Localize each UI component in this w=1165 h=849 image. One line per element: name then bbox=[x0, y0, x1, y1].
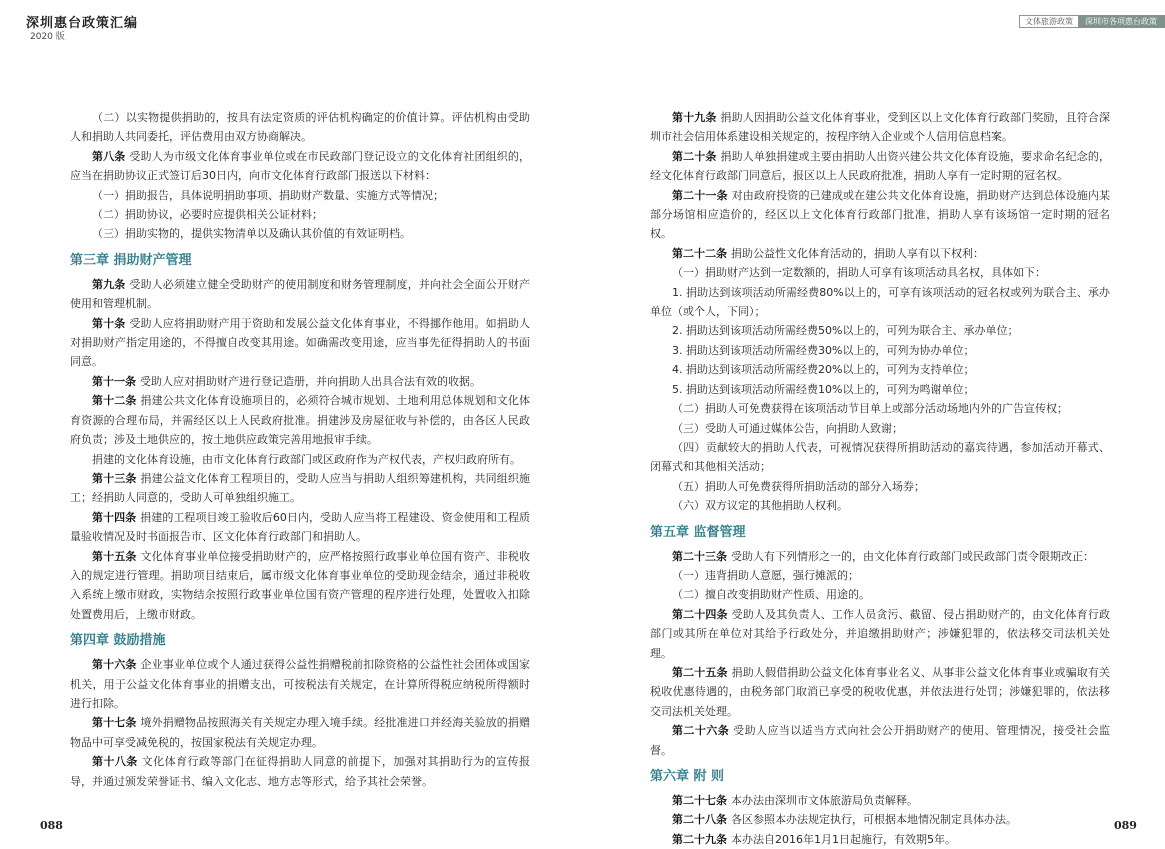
section-tab-shenzhen: 深圳市各项惠台政策 bbox=[1079, 15, 1165, 28]
paragraph bbox=[650, 547, 1110, 566]
paragraph bbox=[70, 469, 530, 508]
paragraph-text: （二）捐助协议，必要时应提供相关公证材料； bbox=[92, 208, 323, 222]
paragraph bbox=[650, 830, 1110, 849]
paragraph bbox=[650, 605, 1110, 663]
article-number: 第十条 bbox=[92, 316, 126, 330]
paragraph bbox=[70, 275, 530, 314]
article-number: 第十四条 bbox=[92, 510, 137, 524]
paragraph-text: 本办法自2016年1月1日起施行，有效期5年。 bbox=[731, 832, 956, 846]
paragraph bbox=[70, 547, 530, 625]
article-number: 第十八条 bbox=[92, 755, 138, 769]
paragraph bbox=[650, 566, 1110, 585]
article-number: 第二十二条 bbox=[672, 246, 727, 260]
paragraph-text: （一）捐助财产达到一定数额的，捐助人可享有该项活动具名权，具体如下： bbox=[672, 266, 1046, 280]
section-tabs bbox=[1019, 15, 1165, 28]
paragraph-text: 受助人及其负责人、工作人员贪污、截留、侵占捐助财产的，由文化体育行政部门或其所在单位对其给予行政处分，并追缴捐助财产；涉嫌犯罪的，依法移交司法机关处理。 bbox=[650, 607, 1111, 660]
paragraph-text: 捐助人因捐助公益文化体育事业，受到区以上文化体育行政部门奖励，且符合深圳市社会信用体系建设相关规定的，按程序纳入企业或个人信用信息档案。 bbox=[650, 111, 1111, 144]
paragraph bbox=[70, 372, 530, 391]
chapter-heading: 第五章 监督管理 bbox=[650, 524, 746, 540]
paragraph bbox=[650, 419, 1110, 438]
paragraph bbox=[70, 147, 530, 186]
paragraph-text: 境外捐赠物品按照海关有关规定办理入境手续。经批准进口并经海关验放的捐赠物品中可享受减免税的，按国家税法有关规定办理。 bbox=[70, 716, 531, 749]
article-number: 第二十五条 bbox=[672, 665, 728, 679]
paragraph bbox=[650, 810, 1110, 829]
paragraph-text: 受助人有下列情形之一的，由文化体育行政部门或民政部门责令限期改正： bbox=[731, 549, 1094, 563]
page-number-left: 088 bbox=[40, 819, 63, 832]
left-page-body bbox=[70, 108, 530, 791]
paragraph bbox=[650, 380, 1110, 399]
paragraph bbox=[70, 655, 530, 713]
paragraph bbox=[70, 713, 530, 752]
paragraph-text: 捐建公共文化体育设施项目的，必须符合城市规划、土地利用总体规划和文化体育资源的合理布局，并需经区以上人民政府批准。捐建涉及房屋征收与补偿的，由各区人民政府负责；涉及土地供应的，按土地供应政策完善用地报审手续。 bbox=[70, 394, 531, 447]
article-number: 第十二条 bbox=[92, 394, 137, 408]
paragraph-text: 4. 捐助达到该项活动所需经费20%以上的，可列为支持单位； bbox=[672, 363, 975, 377]
paragraph-text: 文化体育事业单位接受捐助财产的，应严格按照行政事业单位国有资产、非税收入的规定进行管理。捐助项目结束后，属市级文化体育事业单位的受助现金结余，通过非税收入系统上缴市财政，实物结余按照行政事业单位国有资产管理的程序进行处理，处置收入扣除处置费用后，上缴市财政。 bbox=[70, 549, 531, 621]
paragraph-text: （五）捐助人可免费获得所捐助活动的部分入场券； bbox=[672, 479, 925, 493]
article-number: 第十一条 bbox=[92, 374, 136, 388]
paragraph bbox=[650, 360, 1110, 379]
paragraph-text: 文化体育行政等部门在征得捐助人同意的前提下，加强对其捐助行为的宣传报导，并通过颁发荣誉证书、编入文化志、地方志等形式，给予其社会荣誉。 bbox=[70, 755, 531, 788]
paragraph-text: 受助人为市级文化体育事业单位或在市民政部门登记设立的文化体育社团组织的，应当在捐助协议正式签订后30日内，向市文化体育行政部门报送以下材料： bbox=[70, 149, 531, 183]
paragraph bbox=[650, 791, 1110, 810]
paragraph bbox=[650, 321, 1110, 340]
paragraph-text: 捐助人单独捐建或主要由捐助人出资兴建公共文化体育设施，要求命名纪念的，经文化体育行政部门同意后，报区以上人民政府批准，捐助人享有一定时期的冠名权。 bbox=[650, 149, 1111, 183]
paragraph-text: 捐助公益性文化体育活动的，捐助人享有以下权利： bbox=[731, 246, 984, 260]
paragraph bbox=[650, 341, 1110, 360]
article-number: 第十七条 bbox=[92, 716, 137, 730]
article-number: 第十九条 bbox=[672, 111, 717, 124]
paragraph-text: 1. 捐助达到该项活动所需经费80%以上的，可享有该项活动的冠名权或列为联合主、承办单位（或个人，下同）； bbox=[650, 285, 1110, 319]
paragraph bbox=[70, 205, 530, 224]
paragraph bbox=[650, 186, 1110, 244]
paragraph-text: 2. 捐助达到该项活动所需经费50%以上的，可列为联合主、承办单位； bbox=[672, 324, 1019, 338]
article-number: 第十五条 bbox=[92, 549, 137, 563]
section-tab-culture: 文体旅游政策 bbox=[1019, 15, 1079, 28]
paragraph-text: 本办法由深圳市文体旅游局负责解释。 bbox=[731, 794, 918, 807]
paragraph bbox=[650, 147, 1110, 186]
paragraph bbox=[650, 438, 1110, 477]
paragraph bbox=[650, 283, 1110, 322]
paragraph-text: （二）捐助人可免费获得在该项活动节目单上或部分活动场地内外的广告宣传权； bbox=[672, 402, 1068, 416]
paragraph bbox=[650, 399, 1110, 418]
article-number: 第二十九条 bbox=[672, 832, 727, 846]
paragraph-text: 捐建的文化体育设施，由市文化体育行政部门或区政府作为产权代表，产权归政府所有。 bbox=[92, 452, 521, 466]
paragraph bbox=[70, 224, 530, 243]
paragraph bbox=[70, 186, 530, 205]
paragraph bbox=[650, 477, 1110, 496]
article-number: 第十三条 bbox=[92, 471, 137, 485]
paragraph bbox=[650, 663, 1110, 721]
paragraph bbox=[70, 391, 530, 449]
paragraph bbox=[650, 108, 1110, 147]
article-number: 第九条 bbox=[92, 277, 126, 291]
article-number: 第二十八条 bbox=[672, 813, 727, 827]
paragraph-text: 受助人应将捐助财产用于资助和发展公益文化体育事业，不得挪作他用。如捐助人对捐助财产指定用途的，不得擅自改变其用途。如确需改变用途，应当事先征得捐助人的书面同意。 bbox=[70, 316, 531, 369]
paragraph-text: （六）双方议定的其他捐助人权利。 bbox=[672, 499, 848, 513]
paragraph-text: （一）捐助报告，具体说明捐助事项、捐助财产数量、实施方式等情况； bbox=[92, 188, 444, 202]
article-number: 第二十一条 bbox=[672, 188, 728, 202]
paragraph bbox=[650, 721, 1110, 760]
paragraph-text: 企业事业单位或个人通过获得公益性捐赠税前扣除资格的公益性社会团体或国家机关，用于公益文化体育事业的捐赠支出，可按税法有关规定，在计算所得税应纳税所得额时进行扣除。 bbox=[70, 658, 531, 710]
paragraph bbox=[650, 263, 1110, 282]
paragraph-text: （二）擅自改变捐助财产性质、用途的。 bbox=[672, 588, 870, 602]
paragraph-text: （四）贡献较大的捐助人代表，可视情况获得所捐助活动的嘉宾待遇，参加活动开幕式、闭幕式和其他相关活动； bbox=[650, 440, 1110, 474]
paragraph-text: （一）违背捐助人意愿，强行摊派的； bbox=[672, 568, 859, 582]
edition-year: 2020 版 bbox=[30, 32, 65, 42]
paragraph bbox=[70, 450, 530, 469]
paragraph-text: 捐助人假借捐助公益文化体育事业名义、从事非公益文化体育事业或骗取有关税收优惠待遇的，由税务部门取消已享受的税收优惠，并依法进行处罚；涉嫌犯罪的，依法移交司法机关处理。 bbox=[650, 665, 1111, 718]
article-number: 第十六条 bbox=[92, 658, 137, 672]
paragraph-text: 捐建的工程项目竣工验收后60日内，受助人应当将工程建设、资金使用和工程质量验收情况及时书面报告市、区文化体育行政部门和捐助人。 bbox=[70, 510, 531, 544]
page-number-right: 089 bbox=[1114, 819, 1137, 832]
paragraph-text: 受助人应对捐助财产进行登记造册，并向捐助人出具合法有效的收据。 bbox=[140, 374, 481, 388]
article-number: 第二十三条 bbox=[672, 549, 727, 563]
paragraph-text: （三）捐助实物的，提供实物清单以及确认其价值的有效证明档。 bbox=[92, 227, 411, 241]
paragraph-text: 捐建公益文化体育工程项目的，受助人应当与捐助人组织筹建机构，共同组织施工；经捐助人同意的，受助人可单独组织施工。 bbox=[70, 471, 531, 505]
paragraph-text: （二）以实物提供捐助的，按具有法定资质的评估机构确定的价值计算。评估机构由受助人和捐助人共同委托，评估费用由双方协商解决。 bbox=[70, 111, 530, 144]
paragraph bbox=[70, 314, 530, 372]
chapter-heading: 第三章 捐助财产管理 bbox=[70, 252, 192, 268]
paragraph bbox=[70, 752, 530, 791]
article-number: 第二十七条 bbox=[672, 794, 727, 807]
paragraph bbox=[70, 508, 530, 547]
article-number: 第八条 bbox=[92, 149, 126, 163]
article-number: 第二十六条 bbox=[672, 724, 730, 738]
book-title: 深圳惠台政策汇编 bbox=[26, 16, 139, 31]
paragraph-text: 受助人应当以适当方式向社会公开捐助财产的使用、管理情况，接受社会监督。 bbox=[650, 724, 1111, 757]
article-number: 第二十条 bbox=[672, 149, 717, 163]
chapter-heading: 第六章 附 则 bbox=[650, 769, 725, 784]
paragraph-text: 对由政府投资的已建成或在建公共文化体育设施，捐助财产达到总体设施内某部分场馆相应造价的，经区以上文化体育行政部门批准，捐助人享有该场馆一定时期的冠名权。 bbox=[650, 188, 1111, 241]
paragraph bbox=[650, 496, 1110, 515]
paragraph-text: 5. 捐助达到该项活动所需经费10%以上的，可列为鸣谢单位； bbox=[672, 382, 975, 396]
paragraph bbox=[70, 108, 530, 147]
right-page-body bbox=[650, 108, 1110, 849]
article-number: 第二十四条 bbox=[672, 607, 728, 621]
paragraph-text: 3. 捐助达到该项活动所需经费30%以上的，可列为协办单位； bbox=[672, 343, 975, 357]
paragraph bbox=[650, 585, 1110, 604]
paragraph-text: 受助人必须建立健全受助财产的使用制度和财务管理制度，并向社会全面公开财产使用和管理机制。 bbox=[70, 277, 531, 311]
paragraph-text: 各区参照本办法规定执行，可根据本地情况制定具体办法。 bbox=[731, 813, 1017, 827]
chapter-heading: 第四章 鼓励措施 bbox=[70, 633, 166, 649]
paragraph bbox=[650, 244, 1110, 263]
paragraph-text: （三）受助人可通过媒体公告，向捐助人致谢； bbox=[672, 421, 903, 435]
